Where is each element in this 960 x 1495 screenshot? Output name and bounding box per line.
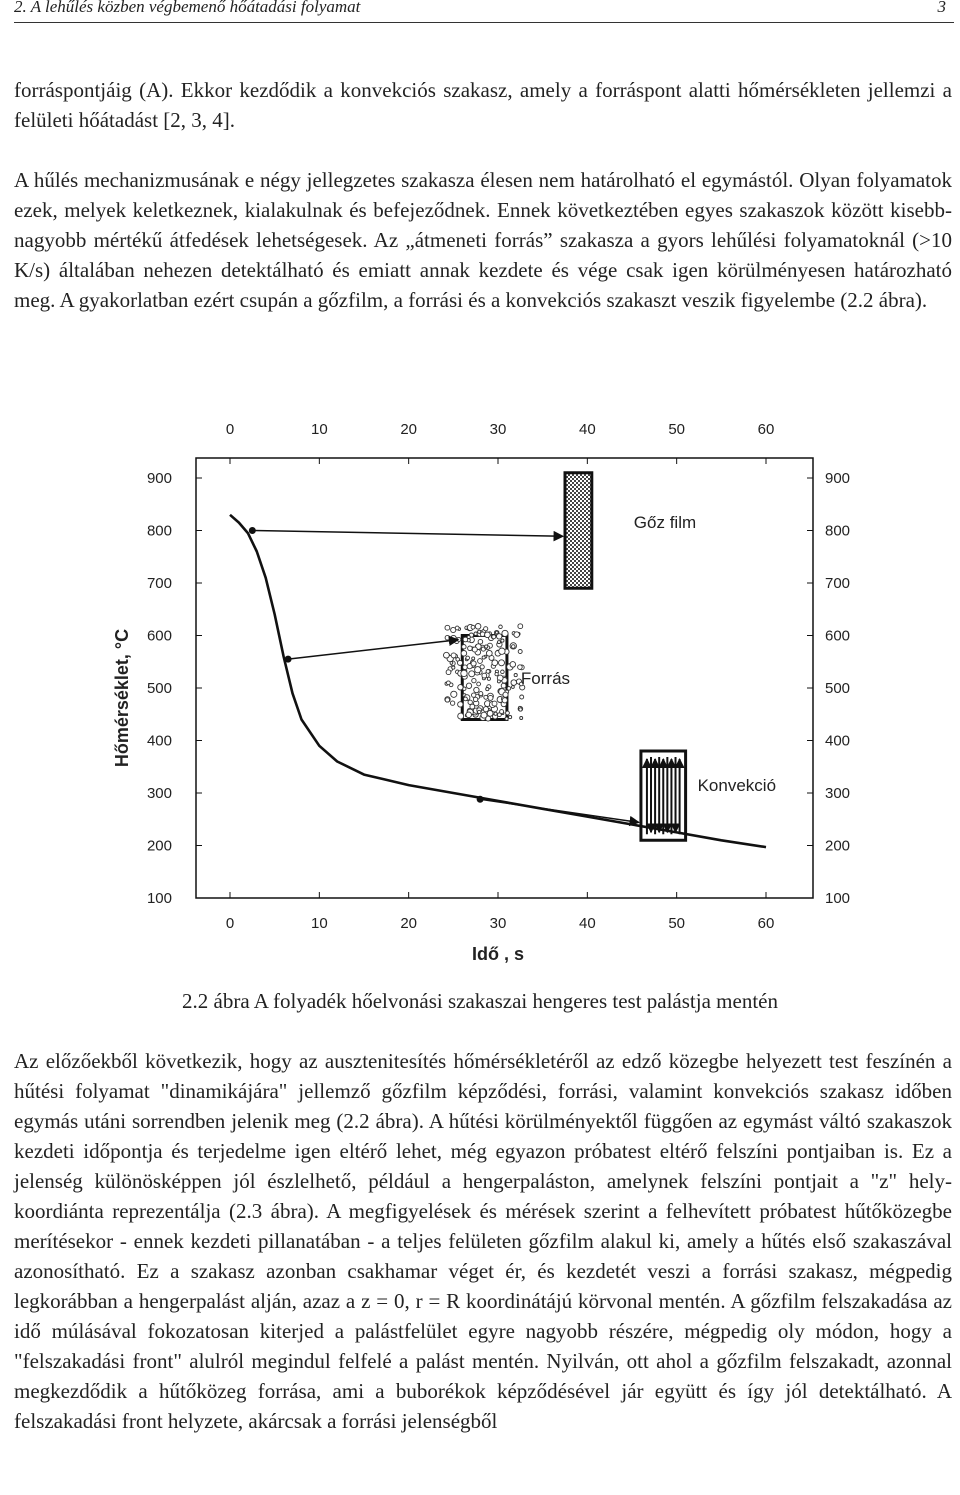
- bubble: [495, 631, 498, 634]
- y-tick-label-right: 600: [825, 627, 851, 645]
- bubble: [506, 711, 510, 715]
- bubble: [486, 688, 489, 691]
- figure-cooling-stages: [0, 410, 960, 970]
- figure-caption: 2.2 ábra A folyadék hőelvonási szakaszai hengeres test palástja mentén: [182, 989, 778, 1013]
- bubble: [485, 645, 488, 648]
- x-tick-label-top: 50: [668, 421, 686, 438]
- bubble: [518, 624, 523, 629]
- bubble: [512, 686, 515, 689]
- bubble: [499, 660, 505, 666]
- bubble: [444, 652, 450, 658]
- page-header: [14, 0, 954, 23]
- x-tick-label-top: 60: [757, 421, 775, 438]
- bubble: [488, 695, 493, 700]
- bubble: [458, 685, 463, 690]
- bubble: [514, 674, 517, 677]
- paragraph-1: forráspontjáig (A). Ekkor kezdődik a konvekciós szakasz, amely a forráspont alatti hőmérsékleten jellemzi a felületi hőátadást [2, 3, 4].: [14, 78, 952, 132]
- bubble: [499, 625, 503, 629]
- bubble: [466, 712, 472, 718]
- bubble: [446, 670, 451, 675]
- bubble: [478, 710, 481, 713]
- bubble: [486, 650, 492, 656]
- y-tick-label-right: 400: [825, 732, 851, 750]
- bubble: [498, 641, 501, 644]
- bubble: [458, 713, 464, 719]
- y-axis-label: Hőmérséklet, °C: [112, 628, 132, 768]
- bubble: [518, 650, 522, 654]
- bubble: [471, 625, 475, 629]
- bubble: [451, 653, 456, 658]
- bubble: [494, 712, 497, 715]
- bubble: [519, 708, 522, 711]
- y-tick-label-left: 300: [146, 785, 172, 802]
- y-tick-label-left: 600: [146, 627, 172, 645]
- vapor-film-label: Gőz film: [633, 512, 697, 532]
- x-tick-label-bottom: 20: [400, 915, 418, 932]
- bubble: [492, 635, 496, 639]
- bubble: [497, 634, 502, 639]
- bubble: [503, 692, 508, 697]
- bubble: [455, 626, 459, 630]
- y-tick-label-right: 200: [825, 837, 851, 855]
- bubble: [466, 656, 470, 660]
- bubble: [492, 660, 498, 666]
- bubble: [477, 682, 481, 686]
- y-tick-label-right: 700: [825, 575, 851, 592]
- bubble: [452, 666, 455, 669]
- bubble: [502, 698, 507, 703]
- bubble: [520, 695, 524, 699]
- x-tick-label-bottom: 30: [489, 915, 507, 932]
- bubble: [463, 637, 468, 642]
- bubble: [472, 693, 476, 697]
- bubble: [478, 659, 483, 664]
- y-tick-label-left: 800: [146, 522, 172, 540]
- bubble: [501, 683, 506, 688]
- y-tick-label-left: 700: [146, 575, 172, 592]
- bubble: [445, 625, 450, 630]
- paragraph-2: A hűlés mechanizmusának e négy jellegzetes szakasza élesen nem határolható el egymástól. Olyan folyamatok ezek, melyek keletkeznek, kialakulnak és befejeződnek. Ennek következtében egyes szakaszok között kisebb-nagyobb mértékű átfedések lehetségesek. Az „átmeneti forrás” szakasza a gyors lehűlési folyamatoknál (>10 K/s) általában nehezen detektálható és emiatt annak kezdete és vége csak igen körülményesen határozható meg. A gyakorlatban ezért csupán a gőzfilm, a forrási és a konvekciós szakaszt veszik figyelembe (2.2 ábra).: [14, 168, 952, 312]
- bubble: [500, 710, 504, 714]
- bubble: [492, 701, 497, 706]
- bubble: [520, 717, 523, 720]
- bubble: [473, 697, 477, 701]
- bubble: [478, 630, 481, 633]
- bubble: [466, 683, 471, 688]
- bubble: [464, 697, 468, 701]
- bubble: [485, 632, 491, 638]
- bubble: [463, 665, 468, 670]
- bubble: [450, 701, 454, 705]
- x-tick-label-top: 20: [400, 421, 418, 438]
- bubble: [497, 680, 500, 683]
- bubble: [471, 661, 476, 666]
- y-tick-label-left: 200: [146, 837, 172, 855]
- bubble: [474, 687, 479, 692]
- bubble: [450, 662, 453, 665]
- bubble: [509, 716, 512, 719]
- bubble: [507, 687, 511, 691]
- bubble: [482, 656, 485, 659]
- y-tick-label-left: 400: [146, 732, 172, 750]
- x-tick-label-bottom: 0: [225, 915, 235, 932]
- bubble: [482, 673, 487, 678]
- bubble: [502, 630, 508, 636]
- bubble: [461, 651, 467, 657]
- bubble: [472, 647, 477, 652]
- bubble: [472, 657, 475, 660]
- bubble: [484, 627, 488, 631]
- x-tick-label-top: 10: [310, 421, 328, 438]
- bubble: [445, 635, 450, 640]
- bubble: [470, 704, 475, 709]
- bubble: [486, 670, 490, 674]
- bubble: [458, 660, 463, 665]
- x-tick-label-top: 0: [225, 421, 235, 438]
- bubble: [472, 678, 476, 682]
- bubble: [514, 632, 520, 638]
- y-tick-label-right: 100: [825, 890, 851, 907]
- chapter-title: 2. A lehűlés közben végbemenő hőátadási folyamat: [14, 0, 361, 16]
- bubble: [462, 645, 466, 649]
- page-number: 3: [937, 0, 946, 16]
- bubble: [510, 662, 516, 668]
- bubble: [495, 672, 498, 675]
- bubble: [505, 717, 508, 720]
- bubble: [511, 680, 517, 686]
- bubble: [475, 667, 481, 673]
- y-tick-label-left: 100: [146, 890, 172, 907]
- bubble: [458, 702, 463, 707]
- y-tick-label-left: 900: [146, 470, 172, 487]
- x-tick-label-bottom: 40: [578, 915, 596, 932]
- y-tick-label-right: 800: [825, 522, 851, 540]
- x-tick-label-bottom: 60: [757, 915, 775, 932]
- bubble: [512, 645, 516, 649]
- y-tick-label-right: 500: [825, 680, 851, 697]
- bubble: [501, 639, 504, 642]
- bubble: [445, 698, 449, 702]
- bubble: [487, 711, 493, 717]
- bubble: [451, 691, 457, 697]
- bubble: [481, 712, 487, 718]
- y-tick-label-right: 300: [825, 785, 851, 802]
- boiling-label: Forrás: [520, 669, 571, 689]
- x-tick-label-top: 40: [578, 421, 596, 438]
- bubble: [501, 670, 505, 674]
- x-axis-label: Idő , s: [471, 944, 525, 964]
- bubble: [475, 624, 481, 630]
- convection-label: Konvekció: [697, 776, 777, 796]
- x-tick-label-bottom: 50: [668, 915, 686, 932]
- x-tick-label-bottom: 10: [310, 915, 328, 932]
- vapor-film-box: [565, 473, 592, 589]
- y-tick-label-left: 500: [146, 680, 172, 697]
- bubble: [479, 692, 483, 696]
- bubble: [484, 695, 488, 699]
- bubble: [478, 639, 483, 644]
- bubble: [468, 646, 473, 651]
- paragraph-3: Az előzőekből következik, hogy az ausztenitesítés hőmérsékletéről az edző közegbe helyezett test feszínén a hűtési folyamat "dinamikájára" jellemző gőzfilm képződési, forrási, valamint konvekciós szakasz időben egymás utáni sorrendben jelenik meg (2.2 ábra). A hűtési körülményektől függően az egymást váltó szakaszok kezdeti időpontja és terjedelme igen eltérő lehet, még egyazon próbatest eltérő felszíni pontjaiban is. Ez a jelenség különösképpen jól észlelhető, például a hengerpaláston, amelynek felszíni pontjait a "z" hely-koordiánta reprezentálja (2.3 ábra). A megfigyelések és mérések szerint a felhevített próbatest hűtőközegbe merítésekor - ennek kezdeti pillanatában - a teljes felületen gőzfilm alakul ki, amely a hűtés első szakaszával azonosítható. Ez a szakasz azonban csakhamar véget ér, és kezdetét veszi a forrási szakasz, mégpedig legkorábban a hengerpalást alján, azaz a z = 0, r = R koordinátájú körvonal mentén. A gőzfilm felszakadása az idő múlásával fokozatosan kiterjed a palástfelület egyre nagyobb részére, mégpedig oly módon, hogy a "felszakadási front" alulról megindul felfelé a palást mentén. Nyilván, ott ahol a gőzfilm felszakadt, azonnal megkezdődik a hűtőközeg forrása, ami a buborékok képződésével jár együtt és így jól detektálható. A felszakadási front helyzete, akárcsak a forrási jelenségből: [14, 1049, 952, 1433]
- y-tick-label-right: 900: [825, 470, 851, 487]
- bubble: [461, 670, 467, 676]
- bubble: [499, 648, 505, 654]
- x-tick-label-top: 30: [489, 421, 507, 438]
- bubble: [469, 671, 475, 677]
- bubble: [447, 681, 451, 685]
- bubble: [483, 707, 488, 712]
